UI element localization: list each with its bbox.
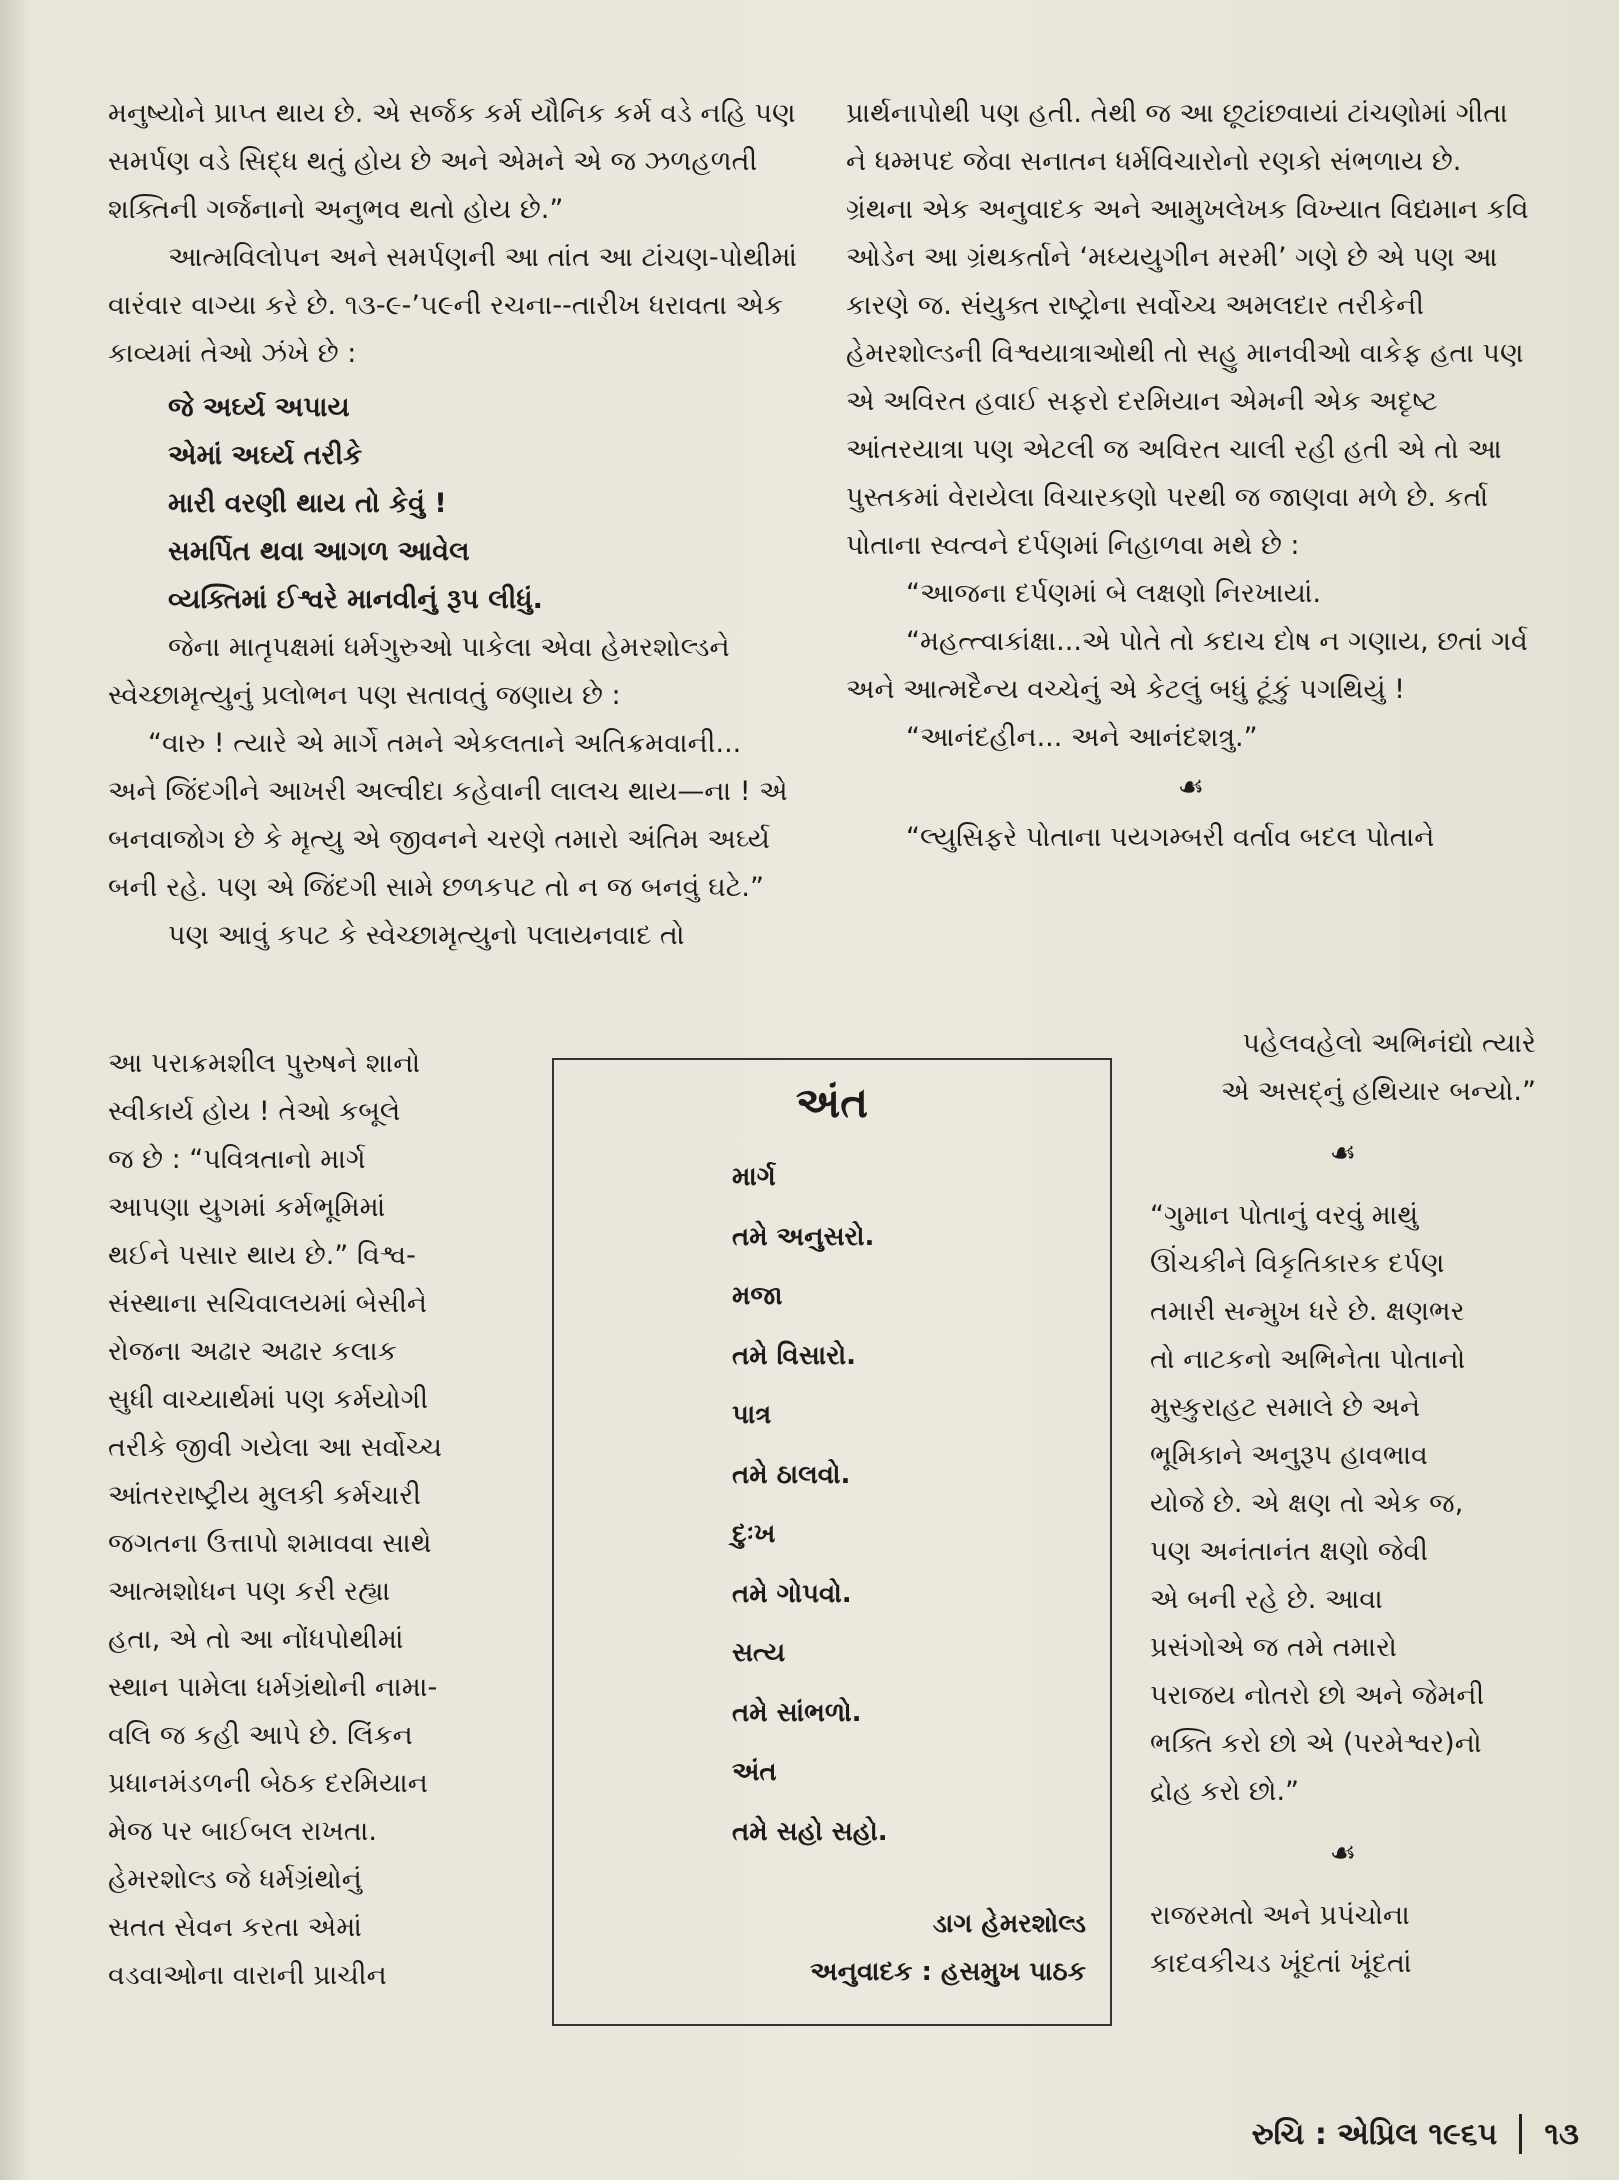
- text-line: આંતરરાષ્ટ્રીય મુલકી કર્મચારી: [108, 1480, 421, 1511]
- right-para-1: પ્રાર્થનાપોથી પણ હતી. તેથી જ આ છૂટાંછવાયાં ટાંચણોમાં ગીતા ને ધમ્મપદ જેવા સનાતન ધર્મવિચારોનો રણકો સંભળાય છે. ગ્રંથના એક અનુવાદક અને આમુખલેખક વિખ્યાત વિદ્યમાન કવિ ઓડેન આ ગ્રંથકર્તાને ‘મધ્યયુગીન મરમી’ ગણે છે એ પણ આ કારણે જ. સંયુક્ત રાષ્ટ્રોના સર્વોચ્ચ અમલદાર તરીકેની હેમરશોલ્ડની વિશ્વયાત્રાઓથી તો સહુ માનવીઓ વાકેફ હતા પણ એ અવિરત હવાઈ સફરો દરમિયાન એમની એક અદૃષ્ટ આંતરયાત્રા પણ એટલી જ અવિરત ચાલી રહી હતી એ તો આ પુસ્તકમાં વેરાયેલા વિચારકણો પરથી જ જાણવા મળે છે. કર્તા પોતાના સ્વત્વને દર્પણમાં નિહાળવા મથે છે :: [846, 98, 1529, 561]
- text-line: સુધી વાચ્યાર્થમાં પણ કર્મયોગી: [108, 1384, 429, 1415]
- left-column-upper: [108, 90, 798, 960]
- poem-box-line: મજા: [732, 1281, 783, 1311]
- poem-box: [552, 1058, 1112, 2026]
- right-quote-3: “આનંદહીન... અને આનંદશત્રુ.”: [906, 722, 1258, 753]
- text-line: આ પરાક્રમશીલ પુરુષને શાનો: [108, 1048, 421, 1079]
- text-line: તો નાટકનો અભિનેતા પોતાનો: [1150, 1344, 1466, 1375]
- right-quote-1: “આજના દર્પણમાં બે લક્ષણો નિરખાયાં.: [906, 578, 1322, 609]
- footer-divider: [1519, 2114, 1522, 2154]
- text-line: પ્રસંગોએ જ તમે તમારો: [1150, 1632, 1397, 1663]
- text-line: જગતના ઉત્તાપો શમાવવા સાથે: [108, 1528, 432, 1559]
- right-quote-5: [1150, 1192, 1536, 1816]
- text-line: મેજ પર બાઈબલ રાખતા.: [108, 1816, 377, 1847]
- poem-line: જે અર્ઘ્ય અપાય: [168, 392, 350, 423]
- poem-translator: અનુવાદક : હસમુખ પાઠક: [810, 1957, 1086, 1987]
- text-line: સ્થાન પામેલા ધર્મગ્રંથોની નામા-: [108, 1672, 438, 1703]
- right-quote-6: [1150, 1892, 1536, 1988]
- text-line: રાજરમતો અને પ્રપંચોના: [1150, 1900, 1410, 1931]
- text-line: પરાજય નોતરો છો અને જેમની: [1150, 1680, 1485, 1711]
- poem-box-line: તમે અનુસરો.: [732, 1221, 875, 1252]
- text-line: એ બની રહે છે. આવા: [1150, 1584, 1383, 1615]
- poem-lines: [732, 1148, 1110, 1862]
- text-line: દ્રોહ કરો છો.”: [1150, 1776, 1300, 1807]
- poem-author: ડાગ હેમરશોલ્ડ: [932, 1909, 1086, 1939]
- text-line: થઈને પસાર થાય છે.” વિશ્વ-: [108, 1240, 416, 1271]
- text-line: પ્રધાનમંડળની બેઠક દરમિયાન: [108, 1768, 428, 1799]
- text-line: સતત સેવન કરતા એમાં: [108, 1912, 362, 1943]
- text-line: રોજના અઢાર અઢાર કલાક: [108, 1336, 397, 1367]
- text-line: પણ અનંતાનંત ક્ષણો જેવી: [1150, 1536, 1428, 1567]
- text-line: વડવાઓના વારાની પ્રાચીન: [108, 1960, 387, 1991]
- text-line: યોજે છે. એ ક્ષણ તો એક જ,: [1150, 1488, 1464, 1519]
- poem-box-line: દુઃખ: [732, 1519, 776, 1549]
- poem-line: સમર્પિત થવા આગળ આવેલ: [168, 536, 470, 567]
- ornament-icon: ☙: [1329, 1136, 1357, 1171]
- right-quote-4-line1: “લ્યુસિફરે પોતાના પયગમ્બરી વર્તાવ બદલ પોતાને: [906, 822, 1435, 853]
- poem-box-line: સત્ય: [732, 1638, 786, 1668]
- text-line: જ છે : “પવિત્રતાનો માર્ગ: [108, 1144, 366, 1175]
- poem-line: વ્યક્તિમાં ઈશ્વરે માનવીનું રૂપ લીધું.: [168, 584, 543, 615]
- poem-box-line: તમે વિસારો.: [732, 1340, 856, 1371]
- inline-poem: [168, 384, 798, 624]
- left-column-narrow: [108, 1040, 508, 2000]
- left-para-1: મનુષ્યોને પ્રાપ્ત થાય છે. એ સર્જક કર્મ યૌનિક કર્મ વડે નહિ પણ સમર્પણ વડે સિદ્ધ થતું હોય છે અને એમને એ જ ઝળહળતી શક્તિની ગર્જનાનો અનુભવ થતો હોય છે.”: [108, 98, 796, 225]
- text-line: વલિ જ કહી આપે છે. લિંકન: [108, 1720, 413, 1751]
- text-line: તમારી સન્મુખ ધરે છે. ક્ષણભર: [1150, 1296, 1465, 1327]
- page-number: ૧૩: [1544, 2116, 1579, 2152]
- text-line: તરીકે જીવી ગયેલા આ સર્વોચ્ચ: [108, 1432, 442, 1463]
- text-line: “ગુમાન પોતાનું વરવું માથું: [1150, 1200, 1419, 1231]
- right-column-narrow: [1150, 1020, 1536, 1988]
- text-line: હેમરશોલ્ડ જે ધર્મગ્રંથોનું: [108, 1864, 362, 1895]
- text-line: સંસ્થાના સચિવાલયમાં બેસીને: [108, 1288, 428, 1319]
- ornament-icon: ☙: [1177, 770, 1205, 805]
- left-para-2: આત્મવિલોપન અને સમર્પણની આ તાંત આ ટાંચણ-પોથીમાં વારંવાર વાગ્યા કરે છે. ૧૩-૯-’૫૯ની રચના--તારીખ ધરાવતા એક કાવ્યમાં તેઓ ઝંખે છે :: [108, 242, 798, 369]
- poem-box-line: માર્ગ: [732, 1162, 776, 1192]
- left-para-4-lines: [108, 1040, 508, 2000]
- poem-credit: [810, 1900, 1086, 1996]
- left-para-4-start: પણ આવું કપટ કે સ્વેચ્છામૃત્યુનો પલાયનવાદ તો: [168, 920, 685, 951]
- right-quote-2: “મહત્ત્વાકાંક્ષા...એ પોતે તો કદાચ દોષ ન ગણાય, છતાં ગર્વ અને આત્મદૈન્ય વચ્ચેનું એ કેટલું બધું ટૂંકું પગથિયું !: [846, 626, 1528, 705]
- text-line: આત્મશોધન પણ કરી રહ્યા: [108, 1576, 391, 1607]
- magazine-issue: રુચિ : એપ્રિલ ૧૯૬૫: [1251, 2116, 1498, 2152]
- text-line: ભૂમિકાને અનુરૂપ હાવભાવ: [1150, 1440, 1428, 1471]
- poem-line: એમાં અર્ઘ્ય તરીકે: [168, 440, 363, 471]
- ornament-icon: ☙: [1329, 1836, 1357, 1871]
- poem-box-line: તમે ગોપવો.: [732, 1578, 852, 1609]
- poem-box-line: તમે સાંભળો.: [732, 1697, 862, 1728]
- text-line: મુસ્કુરાહટ સમાલે છે અને: [1150, 1392, 1421, 1423]
- poem-box-line: તમે ઠાલવો.: [732, 1459, 851, 1490]
- right-column: [846, 90, 1536, 862]
- page-footer: [1252, 2114, 1579, 2154]
- text-line: પહેલવહેલો અભિનંદ્યો ત્યારે: [1242, 1028, 1536, 1059]
- text-line: ભક્તિ કરો છો એ (પરમેશ્વર)નો: [1150, 1728, 1482, 1759]
- text-line: ઊંચકીને વિકૃતિકારક દર્પણ: [1150, 1248, 1445, 1279]
- poem-box-line: પાત્ર: [732, 1400, 772, 1430]
- left-quote: “વારુ ! ત્યારે એ માર્ગે તમને એકલતાને અતિક્રમવાની... અને જિંદગીને આખરી અલ્વીદા કહેવાની લાલચ થાય—ના ! એ બનવાજોગ છે કે મૃત્યુ એ જીવનને ચરણે તમારો અંતિમ અર્ઘ્ય બની રહે. પણ એ જિંદગી સામે છળકપટ તો ન જ બનવું ઘટે.”: [108, 728, 788, 903]
- text-line: એ અસદ્‌નું હથિયાર બન્યો.”: [1220, 1076, 1536, 1107]
- text-line: હતા, એ તો આ નોંધપોથીમાં: [108, 1624, 404, 1655]
- text-line: કાદવકીચડ ખૂંદતાં ખૂંદતાં: [1150, 1948, 1412, 1979]
- poem-line: મારી વરણી થાય તો કેવું !: [168, 488, 447, 519]
- poem-box-line: તમે સહો સહો.: [732, 1816, 888, 1847]
- poem-box-line: અંત: [732, 1757, 777, 1787]
- text-line: આપણા યુગમાં કર્મભૂમિમાં: [108, 1192, 386, 1223]
- right-quote-4-rest: [1150, 1020, 1536, 1116]
- poem-title: અંત: [795, 1078, 869, 1127]
- text-line: સ્વીકાર્ય હોય ! તેઓ કબૂલે: [108, 1096, 401, 1127]
- left-para-3: જેના માતૃપક્ષમાં ધર્મગુરુઓ પાકેલા એવા હેમરશોલ્ડને સ્વેચ્છામૃત્યુનું પ્રલોભન પણ સતાવતું જણાય છે :: [108, 632, 730, 711]
